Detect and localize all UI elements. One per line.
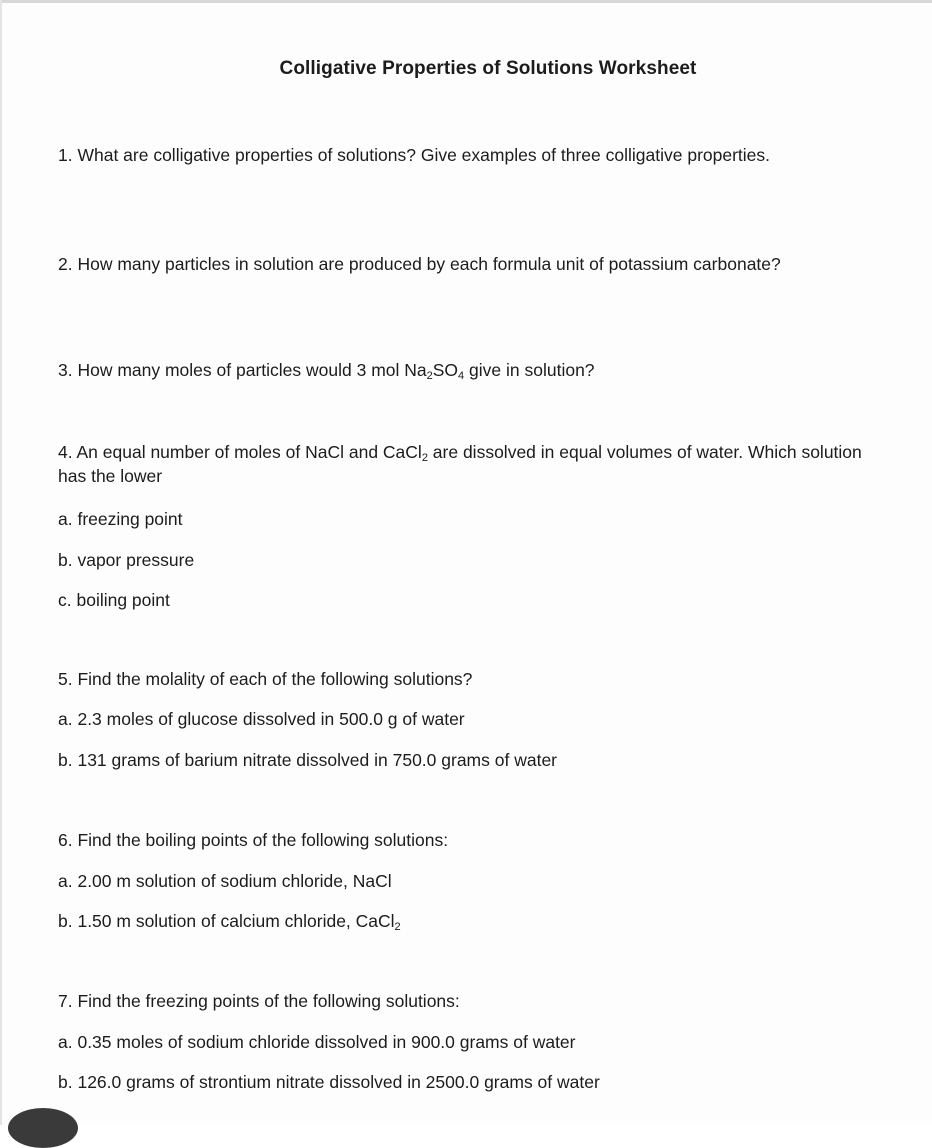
question-6-part-b-text: b. 1.50 m solution of calcium chloride, CaCl (58, 911, 395, 931)
question-5-part-a: a. 2.3 moles of glucose dissolved in 500.0 g of water (58, 709, 465, 729)
question-4 (58, 440, 878, 488)
question-2: 2. How many particles in solution are produced by each formula unit of potassium carbonate? (58, 254, 781, 274)
question-3-text-end: give in solution? (464, 360, 595, 380)
question-7-part-b: b. 126.0 grams of strontium nitrate dissolved in 2500.0 grams of water (58, 1072, 600, 1092)
question-3-text-mid: SO (432, 360, 459, 380)
question-3-subscript-1: 2 (426, 370, 433, 382)
top-border (0, 0, 932, 3)
question-6-part-a: a. 2.00 m solution of sodium chloride, NaCl (58, 871, 392, 891)
question-6-part-b (58, 909, 878, 933)
question-5-part-b: b. 131 grams of barium nitrate dissolved in 750.0 grams of water (58, 750, 557, 770)
left-border (0, 0, 2, 1125)
corner-shadow (8, 1108, 78, 1148)
question-4-option-a: a. freezing point (58, 509, 183, 529)
question-1: 1. What are colligative properties of solutions? Give examples of three colligative properties. (58, 145, 771, 165)
question-6: 6. Find the boiling points of the following solutions: (58, 830, 449, 850)
question-3-subscript-2: 4 (458, 370, 465, 382)
worksheet-title: Colligative Properties of Solutions Worksheet (279, 58, 697, 79)
question-4-subscript: 2 (421, 452, 428, 464)
question-4-option-c: c. boiling point (58, 590, 170, 610)
question-5: 5. Find the molality of each of the following solutions? (58, 669, 473, 689)
question-4-option-b: b. vapor pressure (58, 550, 195, 570)
question-7-part-a: a. 0.35 moles of sodium chloride dissolved in 900.0 grams of water (58, 1032, 576, 1052)
question-3 (58, 358, 878, 382)
question-4-text-end: are dissolved in equal volumes of water. Which solution has the lower (58, 442, 862, 486)
question-3-text-start: 3. How many moles of particles would 3 mol Na (58, 360, 427, 380)
question-4-text-start: 4. An equal number of moles of NaCl and CaCl (58, 442, 422, 462)
question-7: 7. Find the freezing points of the following solutions: (58, 991, 460, 1011)
question-6-part-b-subscript: 2 (394, 921, 401, 933)
